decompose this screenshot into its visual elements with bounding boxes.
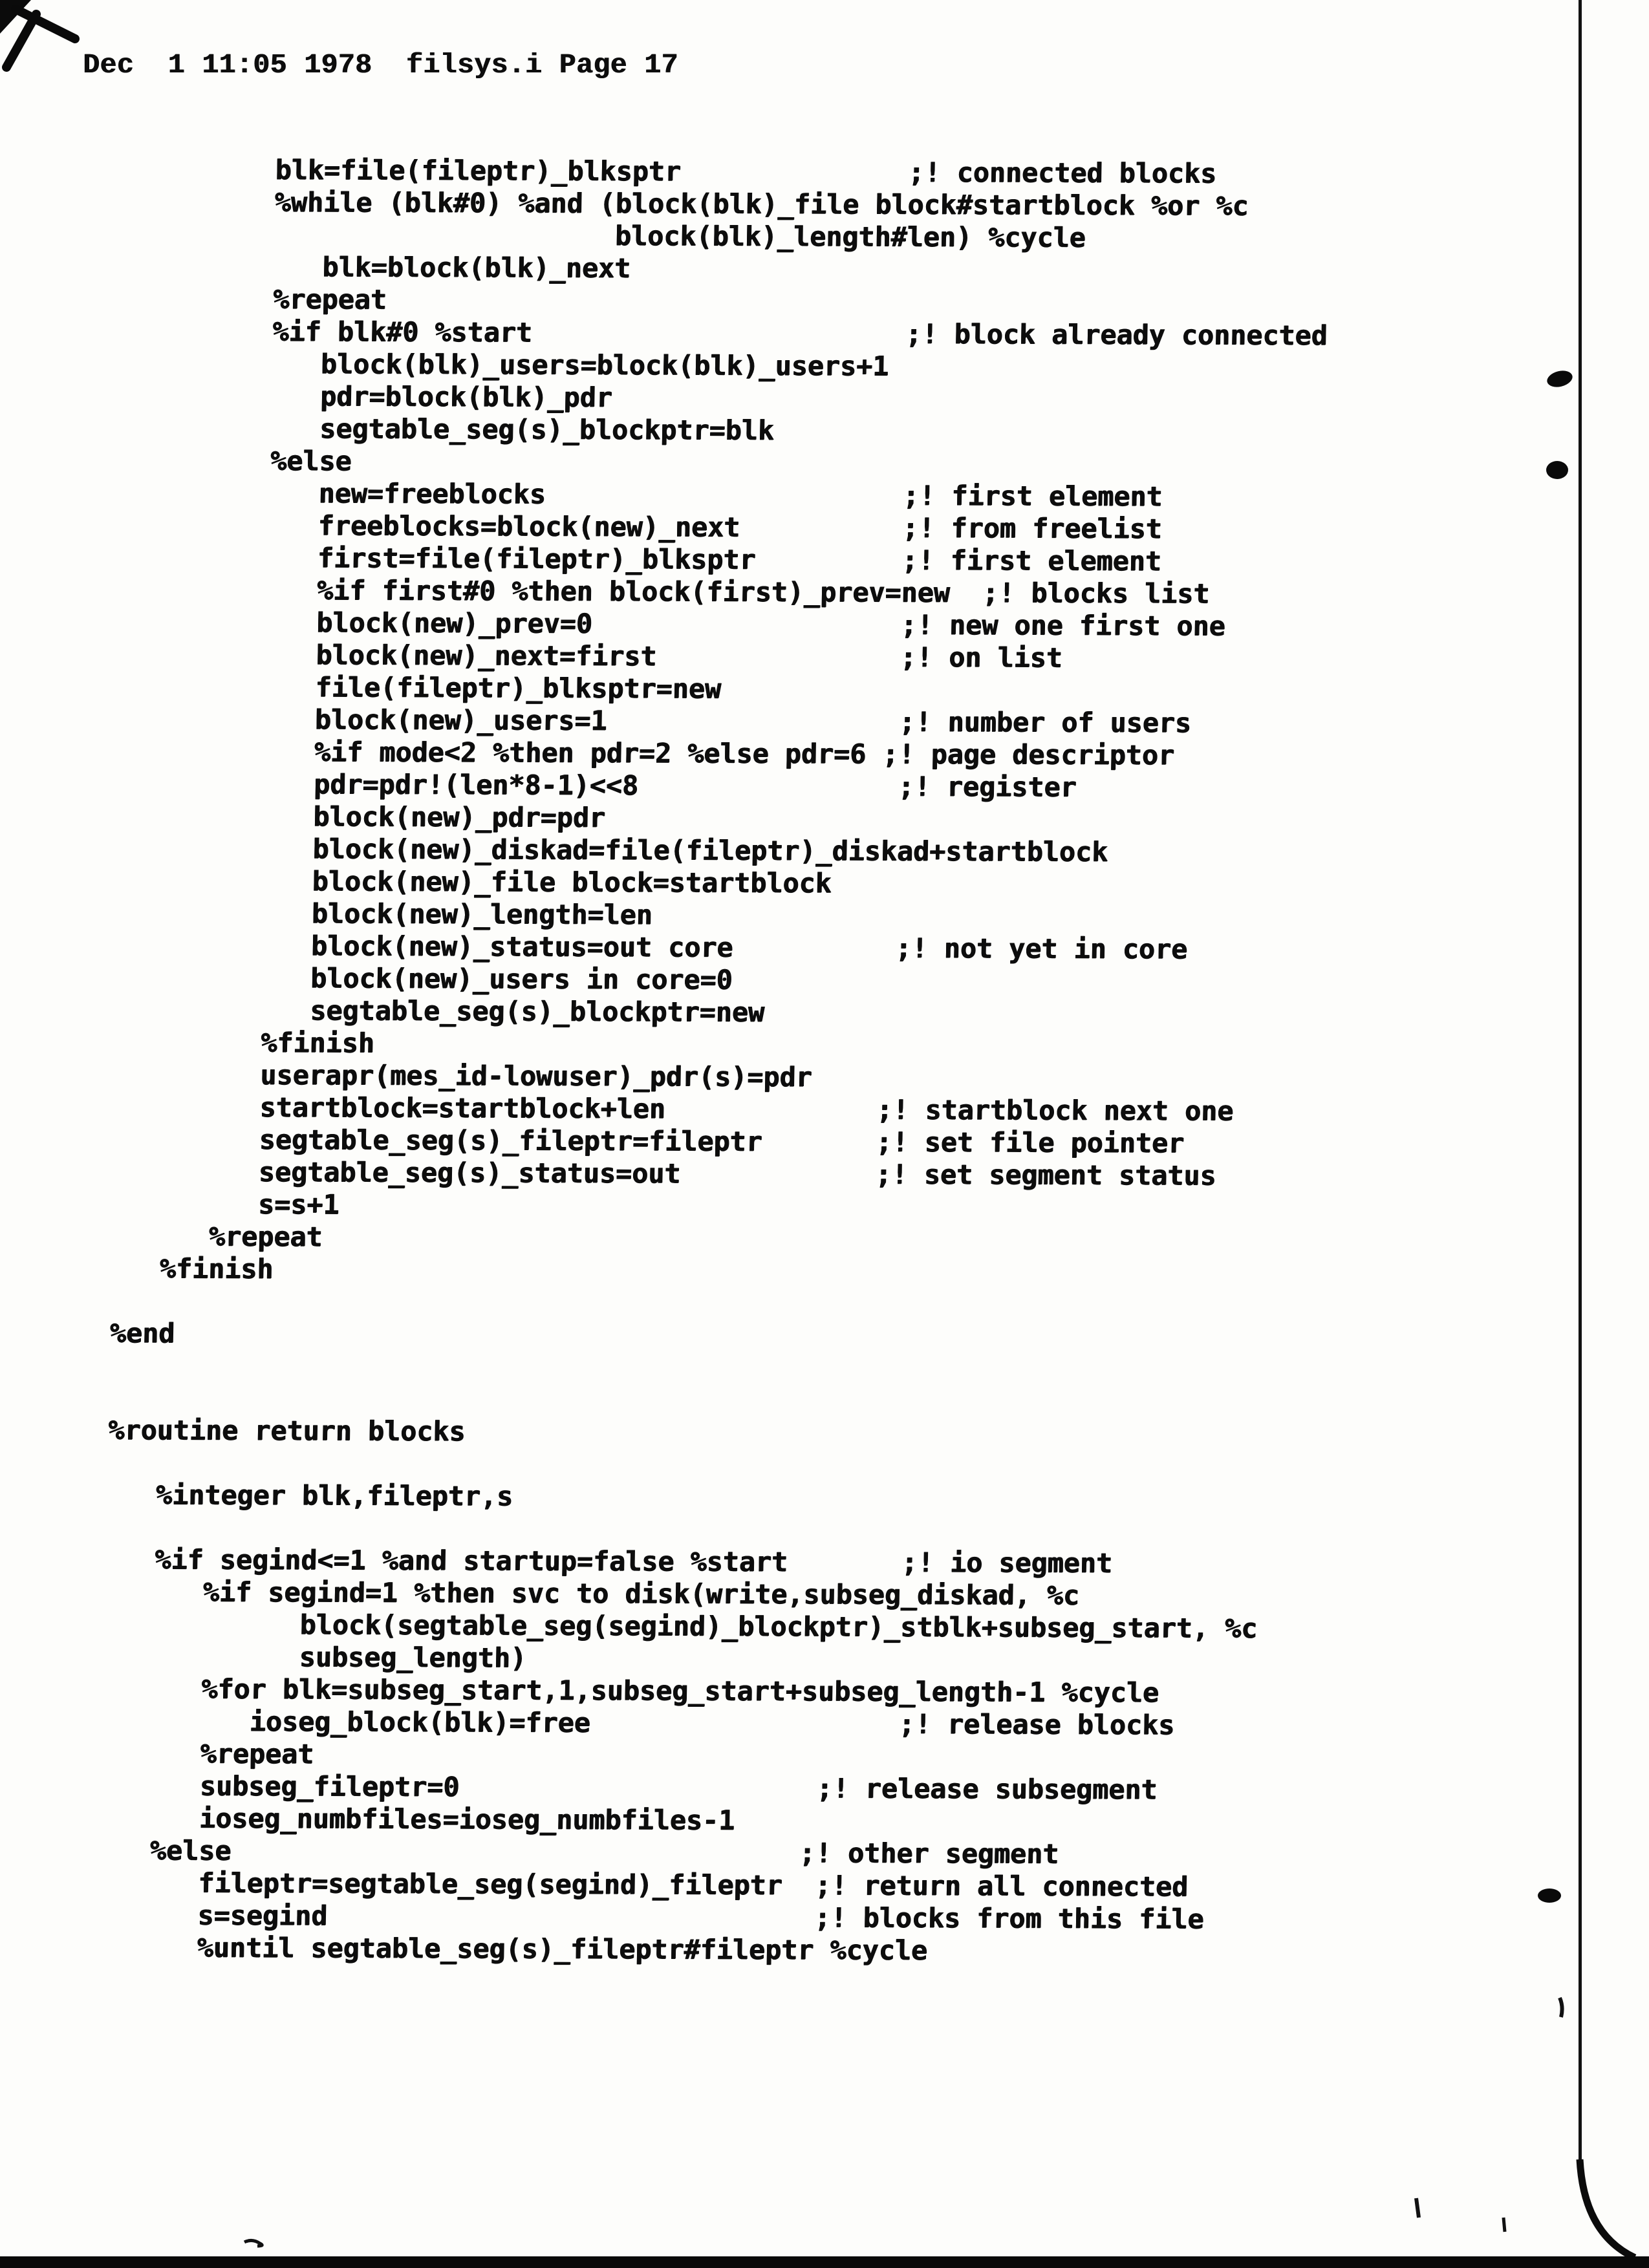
stray-mark (1416, 2198, 1419, 2218)
bottom-scan-strip (0, 2256, 1649, 2268)
stray-mark (244, 2240, 262, 2246)
source-code-listing: blk=file(fileptr)_blksptr ;! connected blocks %while (blk#0) %and (block(blk)_file block#startblock %or %c block(blk)_length#len) %cycle blk=block(blk)_next %repeat %if blk#0 %start ;! block already connected block(blk)_users=block(blk)_users+1 pdr=block(blk)_pdr segtable_seg(s)_blockptr=blk %else new=freeblocks ;! first element freeblocks=block(new)_next ;! from freelist first=file(fileptr)_blksptr ;! first element %if first#0 %then block(first)_prev=new ;! blocks list block(new)_prev=0 ;! new one first one block(new)_next=first ;! on list file(fileptr)_blksptr=new block(new)_users=1 ;! number of users %if mode<2 %then pdr=2 %else pdr=6 ;! page descriptor pdr=pdr!(len*8-1)<<8 ;! register block(new)_pdr=pdr block(new)_diskad=file(fileptr)_diskad+startblock block(new)_file block=startblock block(new)_length=len block(new)_status=out core ;! not yet in core block(new)_users in core=0 segtable_seg(s)_blockptr=new %finish userapr(mes_id-lowuser)_pdr(s)=pdr startblock=startblock+len ;! startblock next one segtable_seg(s)_fileptr=fileptr ;! set file pointer segtable_seg(s)_status=out ;! set segment status s=s+1 %repeat %finish %end %routine return blocks %integer blk,fileptr,s %if segind<=1 %and startup=false %start ;! io segment %if segind=1 %then svc to disk(write,subseg_diskad, %c block(segtable_seg(segind)_blockptr)_stblk+subseg_start, %c subseg_length) %for blk=subseg_start,1,subseg_start+subseg_length-1 %cycle ioseg_block(blk)=free ;! release blocks %repeat subseg_fileptr=0 ;! release subsegment ioseg_numbfiles=ioseg_numbfiles-1 %else ;! other segment fileptr=segtable_seg(segind)_fileptr ;! return all connected s=segind ;! blocks from this file %until segtable_seg(s)_fileptr#fileptr %cycle (99, 153, 1328, 1966)
stray-mark (1560, 1998, 1562, 2017)
ink-blob (1546, 461, 1568, 479)
page-header: Dec 1 11:05 1978 filsys.i Page 17 (83, 49, 678, 81)
ink-blob (1538, 1888, 1561, 1903)
pen-mark (6, 9, 75, 67)
stray-mark (1503, 2218, 1505, 2232)
scan-edge-curve (1580, 2159, 1635, 2258)
scan-edge-line (1579, 0, 1582, 2165)
corner-fold-mark (0, 0, 31, 34)
ink-blob (1546, 369, 1575, 390)
